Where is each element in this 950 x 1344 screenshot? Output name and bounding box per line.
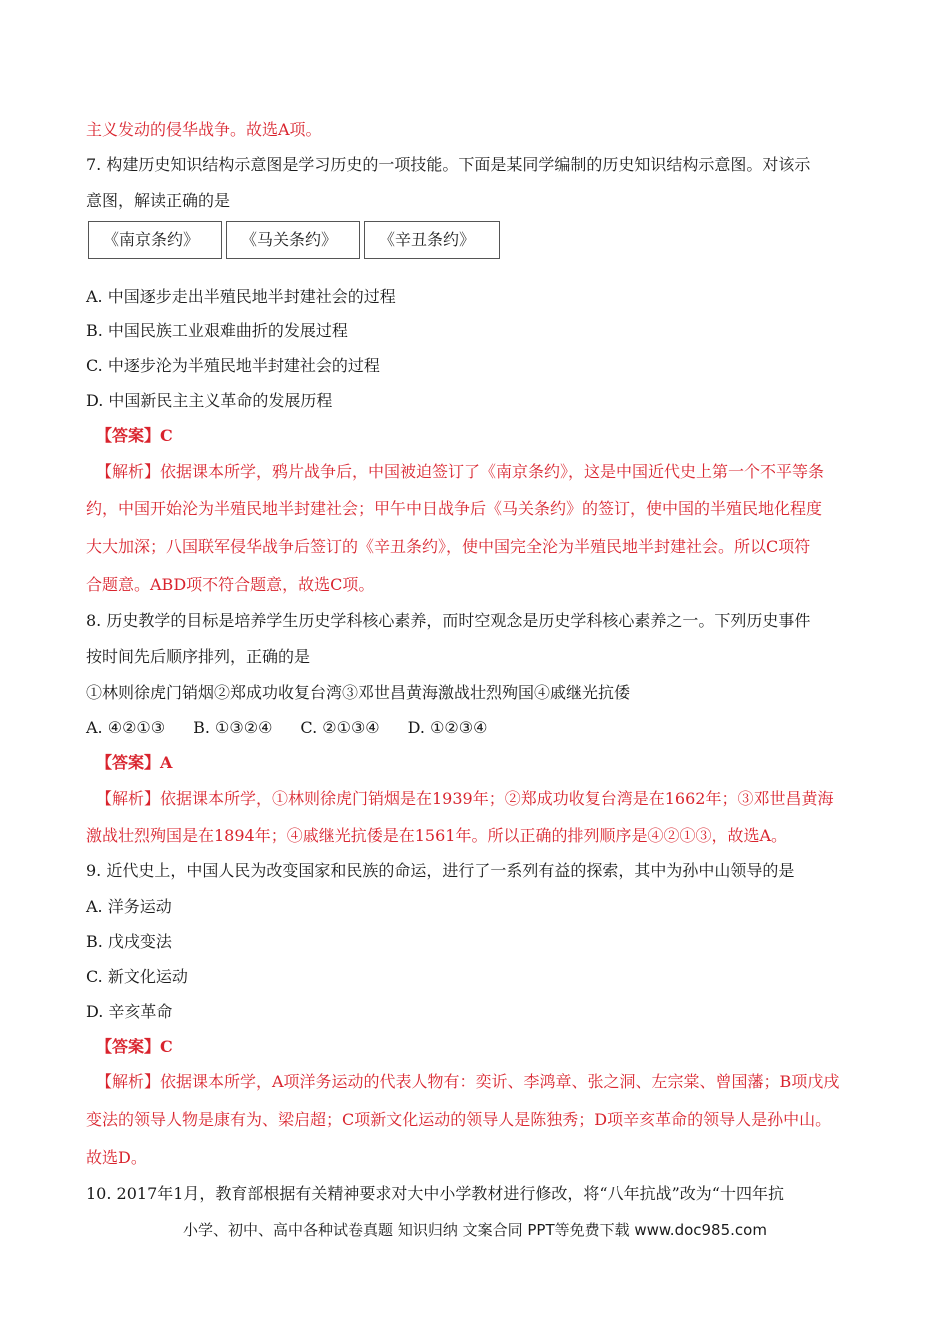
q9-option-a: A. 洋务运动 [86, 897, 172, 916]
q8-analysis-line2: 激战壮烈殉国是在1894年；④戚继光抗倭是在1561年。所以正确的排列顺序是④②①③，故选A。 [86, 826, 787, 845]
q9-analysis-line2: 变法的领导人物是康有为、梁启超；C项新文化运动的领导人是陈独秀；D项辛亥革命的领导人是孙中山。 [86, 1110, 832, 1129]
q7-option-b: B. 中国民族工业艰难曲折的发展过程 [86, 321, 348, 340]
page-footer: 小学、初中、高中各种试卷真题 知识归纳 文案合同 PPT等免费下载 www.doc985.com [183, 1221, 767, 1239]
q7-analysis-line4: 合题意。ABD项不符合题意，故选C项。 [86, 575, 375, 594]
q9-analysis-line3: 故选D。 [86, 1148, 147, 1167]
q7-answer: 【答案】C [96, 426, 173, 445]
q7-option-a: A. 中国逐步走出半殖民地半封建社会的过程 [86, 287, 396, 306]
q8-option-c: C. ②①③④ [300, 718, 380, 737]
q7-analysis-line3: 大大加深；八国联军侵华战争后签订的《辛丑条约》，使中国完全沦为半殖民地半封建社会。所以C项符 [86, 537, 811, 556]
q8-option-d: D. ①②③④ [407, 718, 488, 737]
q9-option-b: B. 戊戌变法 [86, 932, 172, 951]
q10-stem-line1: 10. 2017年1月，教育部根据有关精神要求对大中小学教材进行修改，将“八年抗战”改为“十四年抗 [86, 1184, 784, 1203]
previous-analysis-tail: 主义发动的侵华战争。故选A项。 [86, 120, 322, 139]
q9-answer: 【答案】C [96, 1037, 173, 1056]
treaty-box-xinchou: 《辛丑条约》 [364, 221, 500, 259]
q7-stem-line1: 7. 构建历史知识结构示意图是学习历史的一项技能。下面是某同学编制的历史知识结构示意图。对该示 [86, 155, 811, 174]
treaty-box-maguan: 《马关条约》 [226, 221, 360, 259]
q8-options [86, 718, 515, 738]
q8-events: ①林则徐虎门销烟②郑成功收复台湾③邓世昌黄海激战壮烈殉国④戚继光抗倭 [86, 683, 631, 702]
q7-option-d: D. 中国新民主主义革命的发展历程 [86, 391, 333, 410]
q8-option-b: B. ①③②④ [193, 718, 273, 737]
treaty-box-nanjing: 《南京条约》 [88, 221, 222, 259]
q8-answer: 【答案】A [96, 753, 173, 772]
q9-stem: 9. 近代史上，中国人民为改变国家和民族的命运，进行了一系列有益的探索，其中为孙中山领导的是 [86, 861, 795, 880]
q9-option-c: C. 新文化运动 [86, 967, 188, 986]
q7-option-c: C. 中逐步沦为半殖民地半封建社会的过程 [86, 356, 380, 375]
q8-stem-line2: 按时间先后顺序排列，正确的是 [86, 647, 311, 666]
q7-analysis-line2: 约，中国开始沦为半殖民地半封建社会；甲午中日战争后《马关条约》的签订，使中国的半殖民地化程度 [86, 499, 823, 518]
q7-knowledge-diagram [88, 221, 500, 259]
q8-analysis-line1: 【解析】依据课本所学，①林则徐虎门销烟是在1939年；②郑成功收复台湾是在1662年；③邓世昌黄海 [96, 789, 834, 808]
q9-analysis-line1: 【解析】依据课本所学，A项洋务运动的代表人物有：奕䜣、李鸿章、张之洞、左宗棠、曾国藩；B项戊戌 [96, 1072, 840, 1091]
q8-stem-line1: 8. 历史教学的目标是培养学生历史学科核心素养，而时空观念是历史学科核心素养之一。下列历史事件 [86, 611, 811, 630]
q7-analysis-line1: 【解析】依据课本所学，鸦片战争后，中国被迫签订了《南京条约》，这是中国近代史上第一个不平等条 [96, 462, 825, 481]
q8-option-a: A. ④②①③ [86, 718, 166, 737]
q7-stem-line2: 意图，解读正确的是 [86, 191, 231, 210]
q9-option-d: D. 辛亥革命 [86, 1002, 173, 1021]
